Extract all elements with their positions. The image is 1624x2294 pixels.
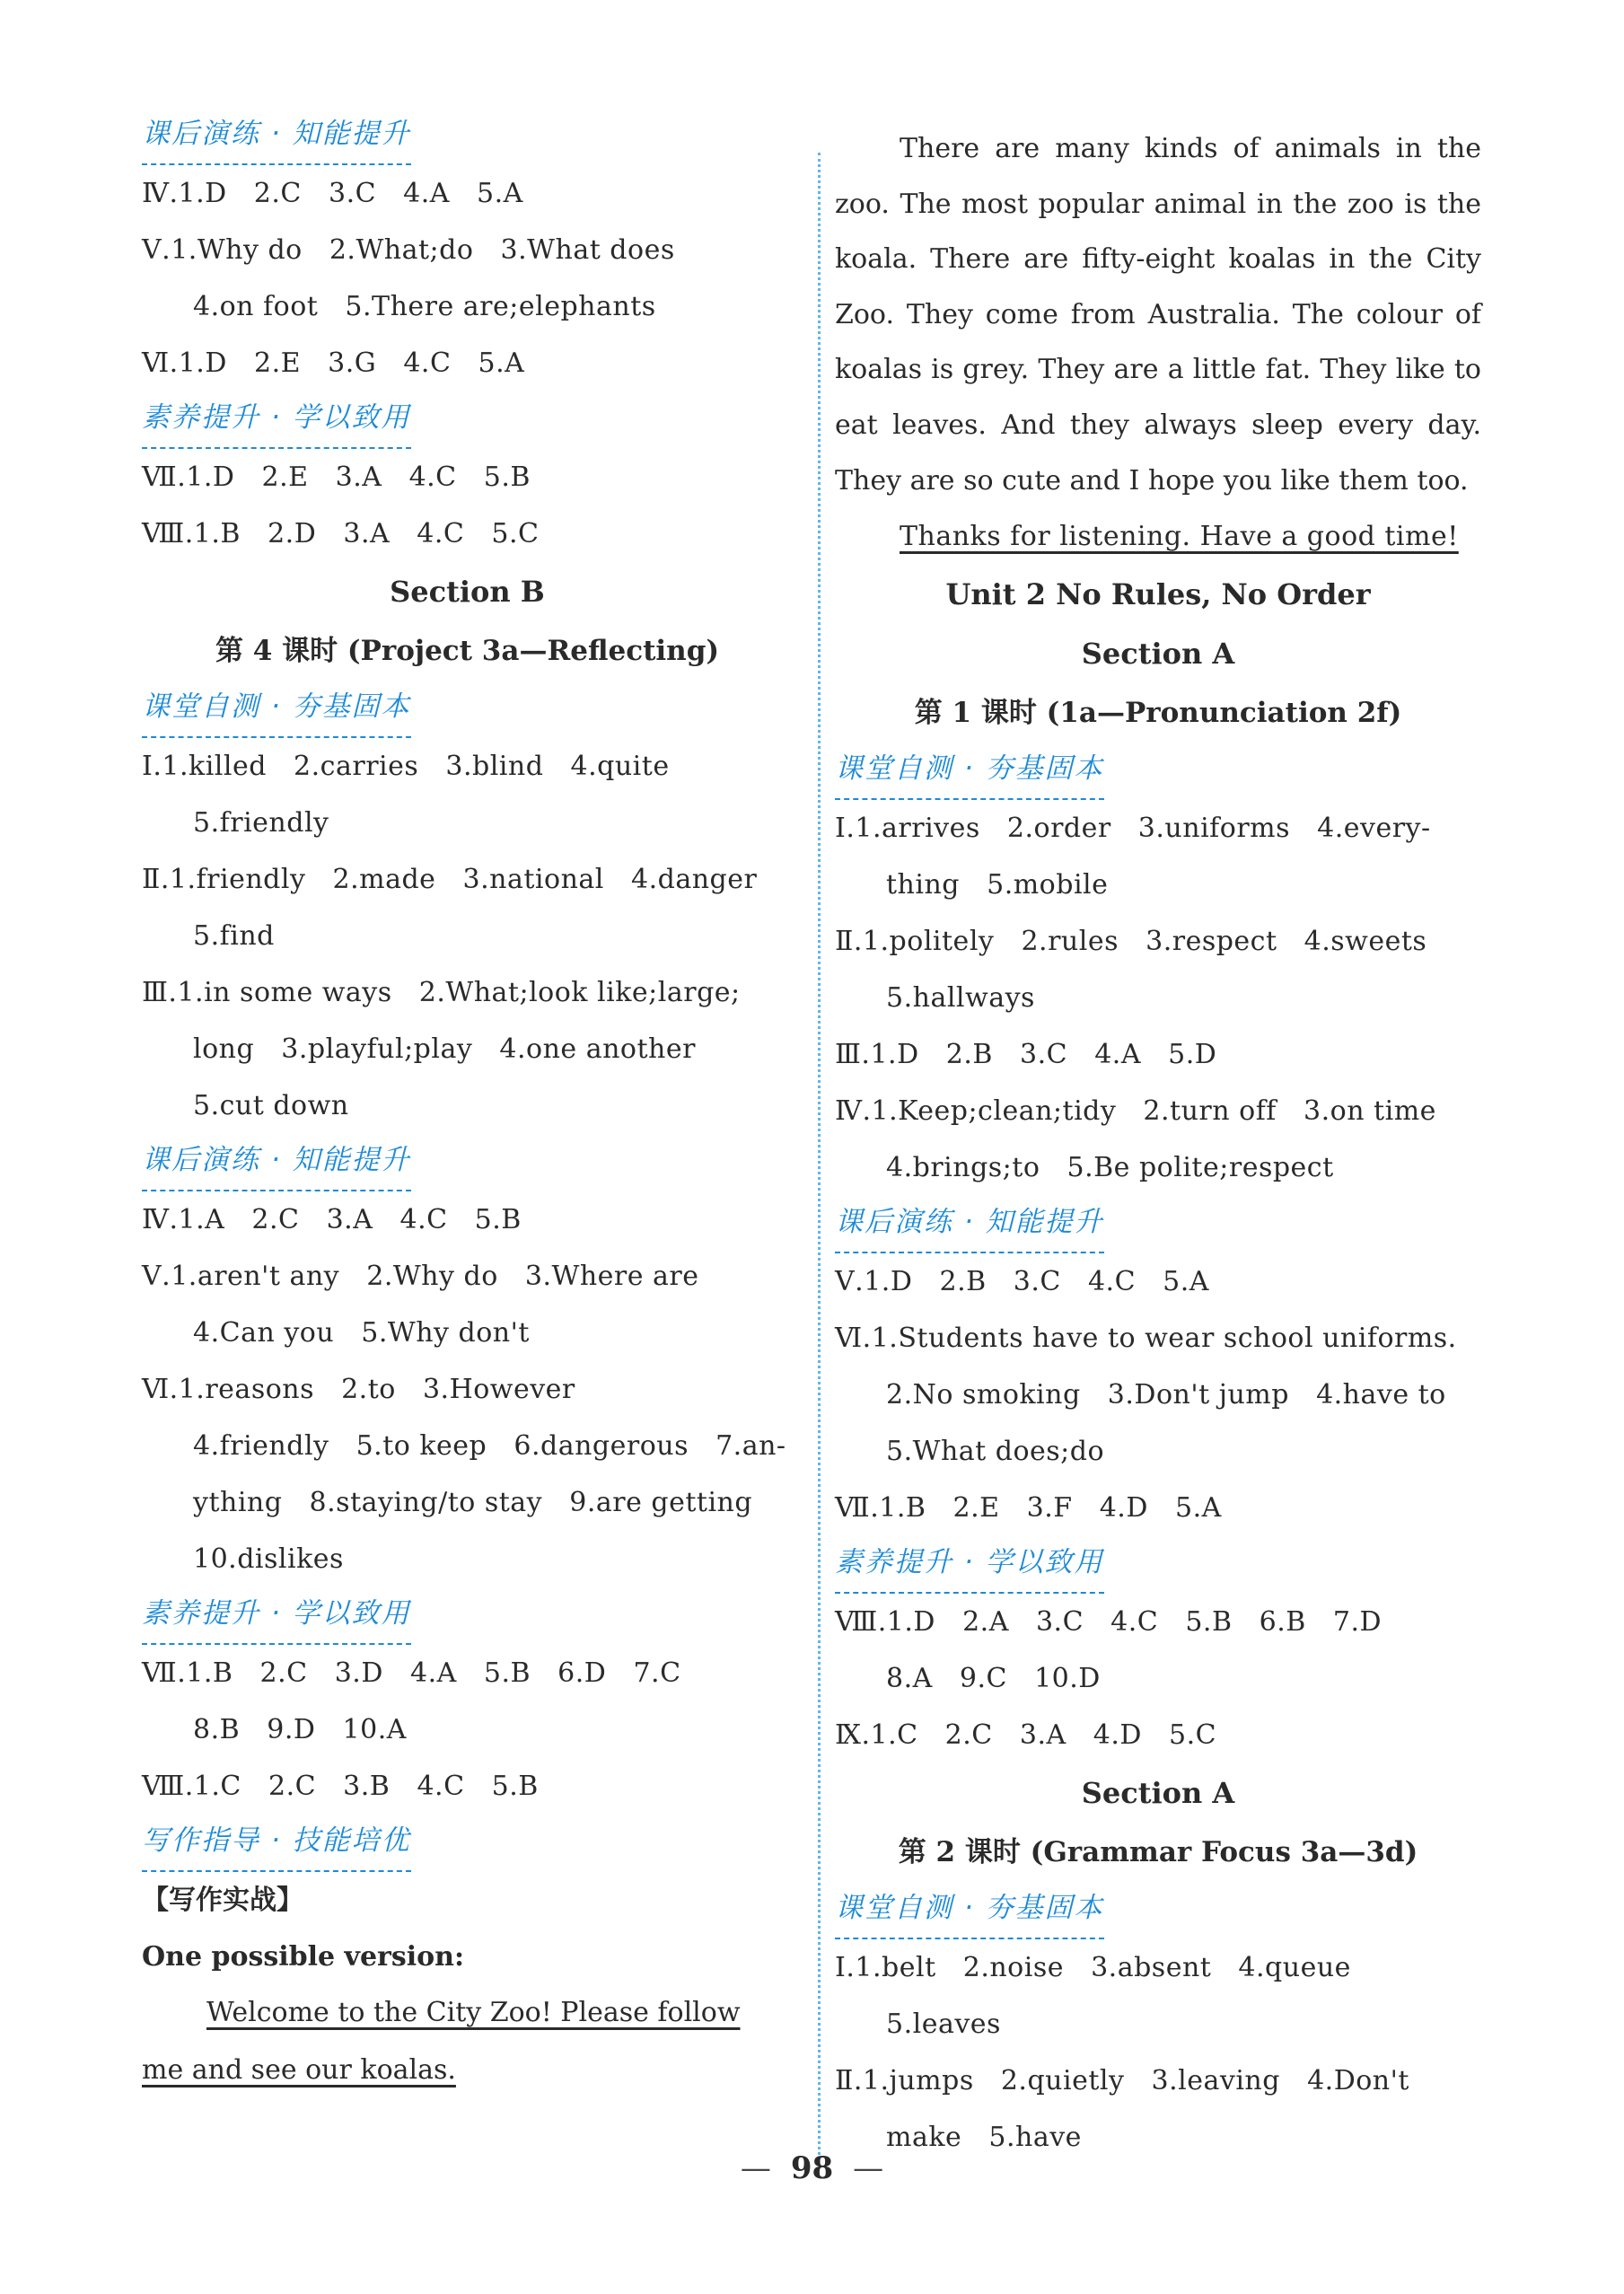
answer-line: Ⅱ.1.politely 2.rules 3.respect 4.sweets [835, 926, 1427, 958]
answer-line: Ⅳ.1.A 2.C 3.A 4.C 5.B [142, 1204, 522, 1235]
answer-line: Ⅴ.1.aren't any 2.Why do 3.Where are [142, 1261, 699, 1292]
section-heading: 课堂自测 · 夯基固本 [835, 1882, 1104, 1939]
answer-line: Ⅶ.1.D 2.E 3.A 4.C 5.B [142, 461, 531, 493]
answer-line: 5.What does;do [886, 1436, 1105, 1468]
answer-line: Ⅱ.1.jumps 2.quietly 3.leaving 4.Don't [835, 2065, 1409, 2097]
column-divider [818, 153, 821, 2155]
section-heading: 课后演练 · 知能提升 [142, 108, 411, 165]
section-heading: 素养提升 · 学以致用 [142, 1587, 411, 1645]
answer-line: Ⅰ.1.arrives 2.order 3.uniforms 4.every- [835, 813, 1431, 845]
unit-title: Unit 2 No Rules, No Order [945, 577, 1371, 612]
answer-line: Ⅳ.1.Keep;clean;tidy 2.turn off 3.on time [835, 1095, 1436, 1128]
answer-line: Ⅳ.1.D 2.C 3.C 4.A 5.A [142, 178, 523, 209]
lesson-title: 第 4 课时 (Project 3a—Reflecting) [215, 635, 720, 667]
answer-line: make 5.have [886, 2122, 1082, 2154]
section-heading: 课后演练 · 知能提升 [142, 1134, 411, 1191]
answer-line: 5.cut down [193, 1090, 349, 1121]
section-heading: 课堂自测 · 夯基固本 [835, 743, 1104, 800]
answer-line: thing 5.mobile [886, 869, 1109, 901]
writing-practice-label: 【写作实战】 [142, 1885, 303, 1916]
page-number-footer [0, 2150, 1624, 2186]
essay-paragraph: There are many kinds of animals in the zoo. The most popular animal in the zoo is the koala. There are fifty-eight koalas in the City Zoo. They come from Australia. The colour of koalas is grey. They are a little fat. They like to eat leaves. And they always sleep every day. They are so cute and I hope you like them too. [835, 133, 1481, 497]
answer-line: Ⅲ.1.in some ways 2.What;look like;large; [142, 977, 741, 1008]
answer-line: long 3.playful;play 4.one another [193, 1033, 696, 1065]
answer-line: Ⅰ.1.belt 2.noise 3.absent 4.queue [835, 1952, 1351, 1984]
footer-dash: — [740, 2150, 771, 2186]
section-heading: 素养提升 · 学以致用 [142, 391, 411, 449]
section-title: Section A [1081, 637, 1235, 672]
section-heading: 课后演练 · 知能提升 [835, 1196, 1104, 1253]
answer-line: 10.dislikes [193, 1543, 344, 1575]
answer-line: 5.leaves [886, 2008, 1001, 2041]
right-column [835, 133, 1481, 2166]
answer-line: 4.on foot 5.There are;elephants [193, 291, 656, 322]
lesson-title: 第 2 课时 (Grammar Focus 3a—3d) [898, 1836, 1418, 1869]
answer-line: ything 8.staying/to stay 9.are getting [193, 1487, 753, 1518]
answer-line: Ⅷ.1.D 2.A 3.C 4.C 5.B 6.B 7.D [835, 1606, 1383, 1639]
footer-dash: — [853, 2150, 884, 2186]
answer-line: 5.hallways [886, 982, 1035, 1015]
answer-line: 8.A 9.C 10.D [886, 1663, 1101, 1695]
section-heading: 写作指导 · 技能培优 [142, 1815, 411, 1872]
answer-line: 4.brings;to 5.Be polite;respect [886, 1152, 1334, 1184]
answer-line: 8.B 9.D 10.A [193, 1714, 407, 1745]
possible-version-label: One possible version: [142, 1941, 465, 1973]
answer-line: Ⅴ.1.Why do 2.What;do 3.What does [142, 234, 675, 266]
answer-line: Ⅵ.1.D 2.E 3.G 4.C 5.A [142, 347, 525, 379]
answer-line: 2.No smoking 3.Don't jump 4.have to [886, 1379, 1446, 1411]
answer-line: 4.Can you 5.Why don't [193, 1317, 530, 1349]
essay-paragraph: Welcome to the City Zoo! Please follow [206, 1997, 741, 2028]
answer-line: Ⅵ.1.reasons 2.to 3.However [142, 1374, 575, 1405]
answer-line: Ⅶ.1.B 2.C 3.D 4.A 5.B 6.D 7.C [142, 1657, 681, 1689]
answer-line: Ⅴ.1.D 2.B 3.C 4.C 5.A [835, 1266, 1209, 1298]
answer-line: Ⅰ.1.killed 2.carries 3.blind 4.quite [142, 751, 670, 782]
answer-line: Ⅷ.1.C 2.C 3.B 4.C 5.B [142, 1771, 539, 1802]
left-column [142, 118, 793, 2097]
answer-line: 5.find [193, 920, 275, 952]
section-heading: 课堂自测 · 夯基固本 [142, 681, 411, 738]
answer-line: Ⅶ.1.B 2.E 3.F 4.D 5.A [835, 1492, 1222, 1525]
answer-line: Ⅲ.1.D 2.B 3.C 4.A 5.D [835, 1039, 1217, 1071]
answer-line: Ⅷ.1.B 2.D 3.A 4.C 5.C [142, 518, 540, 549]
lesson-title: 第 1 课时 (1a—Pronunciation 2f) [914, 697, 1402, 730]
essay-paragraph: me and see our koalas. [142, 2053, 456, 2086]
essay-closing: Thanks for listening. Have a good time! [900, 521, 1459, 553]
section-heading: 素养提升 · 学以致用 [835, 1536, 1104, 1594]
page-number: 98 [790, 2150, 834, 2186]
answer-line: Ⅸ.1.C 2.C 3.A 4.D 5.C [835, 1719, 1217, 1752]
section-title: Section A [1081, 1776, 1235, 1811]
answer-line: Ⅵ.1.Students have to wear school uniforms. [835, 1323, 1457, 1355]
section-title: Section B [390, 575, 545, 609]
answer-line: 5.friendly [193, 807, 329, 839]
answer-line: Ⅱ.1.friendly 2.made 3.national 4.danger [142, 864, 758, 895]
answer-line: 4.friendly 5.to keep 6.dangerous 7.an- [193, 1430, 786, 1462]
